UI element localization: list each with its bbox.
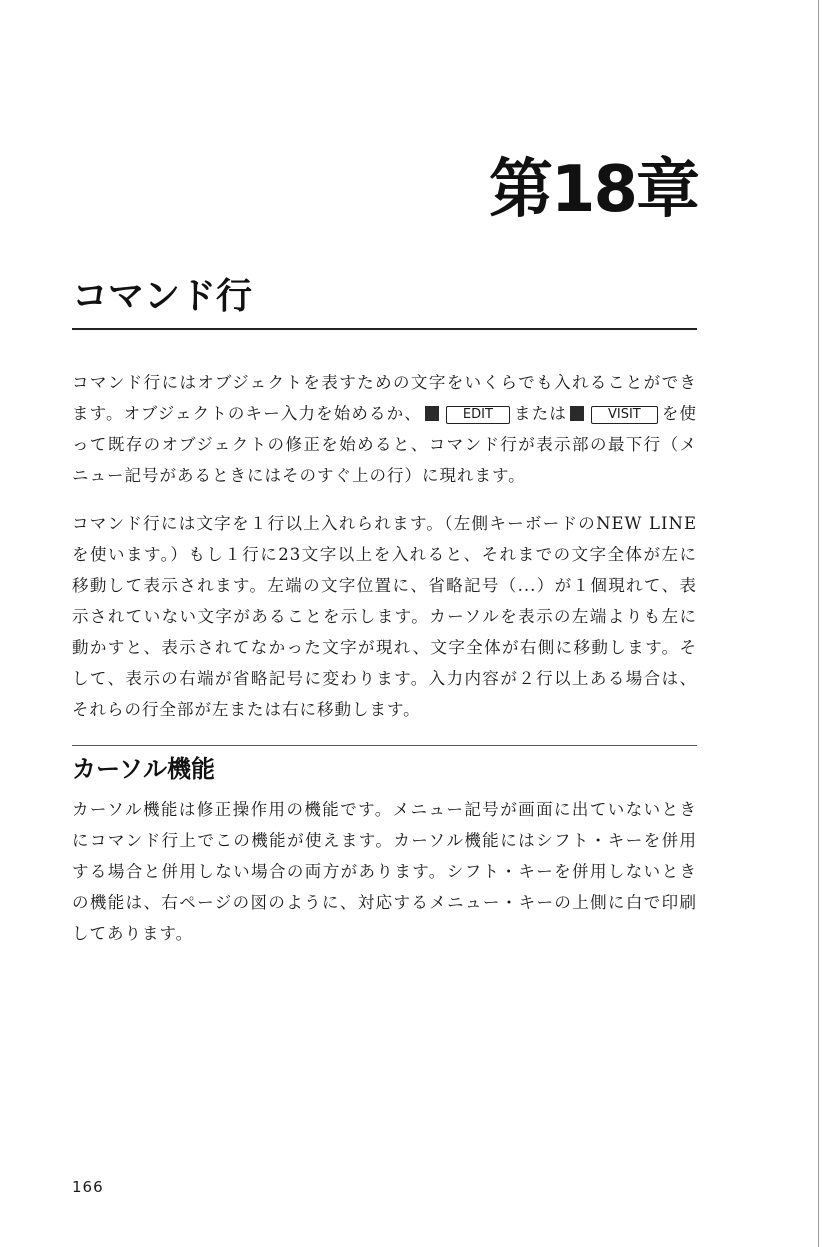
section-title: コマンド行 xyxy=(72,276,253,317)
section-divider xyxy=(72,328,697,330)
paragraph-cursor-functions: カーソル機能は修正操作用の機能です。メニュー記号が画面に出ていないときにコマンド行上でこの機能が使えます。カーソル機能にはシフト・キーを併用する場合と併用しない場合の両方があります。シフト・キーを併用しないときの機能は、右ページの図のように、対応するメニュー・キーの上側に白で印刷してあります。 xyxy=(72,800,697,943)
page-edge-line xyxy=(818,0,819,1247)
paragraph-intro xyxy=(72,367,697,491)
paragraph-intro-text-b: または xyxy=(513,404,567,423)
paragraph-intro-text-c: を使って既存のオブジェクトの修正を始めると、コマンド行が表示部の最下行（メニュー記号があるときにはそのすぐ上の行）に現れます。 xyxy=(72,404,698,485)
paragraph-intro-text-a: コマンド行にはオブジェクトを表すための文字をいくらでも入れることができます。オブジェクトのキー入力を始めるか、 xyxy=(72,373,697,423)
page-number: 166 xyxy=(72,1178,104,1196)
subsection-divider xyxy=(72,745,697,746)
subsection-title: カーソル機能 xyxy=(72,755,216,783)
edit-key: EDIT xyxy=(446,406,510,424)
paragraph-multiline: コマンド行には文字を１行以上入れられます。（左側キーボードのNEW LINEを使います。）もし１行に23文字以上を入れると、それまでの文字全体が左に移動して表示されます。左端の文字位置に、省略記号（...）が１個現れて、表示されていない文字があることを示します。カーソルを表示の左端よりも左に動かすと、表示されてなかった文字が現れ、文字全体が右側に移動します。そして、表示の右端が省略記号に変わります。入力内容が２行以上ある場合は、それらの行全部が左または右に移動します。 xyxy=(72,514,697,719)
shift-key-icon xyxy=(570,406,584,421)
visit-key: VISIT xyxy=(591,406,658,424)
shift-key-icon xyxy=(425,406,439,421)
chapter-heading: 第18章 xyxy=(488,153,698,227)
